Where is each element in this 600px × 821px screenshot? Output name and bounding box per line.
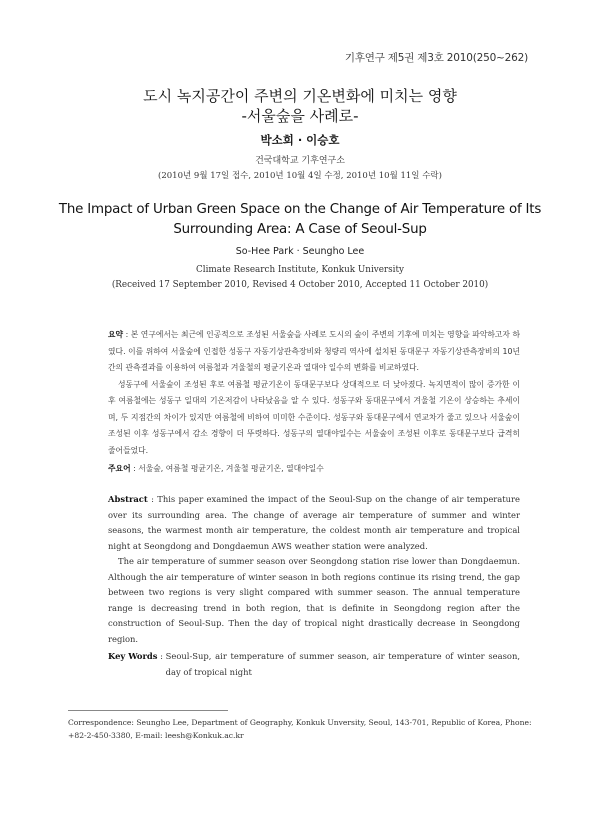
korean-keywords-text: 서울숲, 여름철 평균기온, 겨울철 평균기온, 열대야일수 (138, 464, 324, 473)
korean-abstract (108, 327, 520, 478)
english-abstract-para2: The air temperature of summer season over Seongdong station rise lower than Dongdaemun. Although the air temperature of winter season in both regions continue its rising trend, the gap between two regions is very slight compared with summer season. The annual temperature range is decreasing trend in both region, that is definite in Seongdong region after the construction of Seoul-Sup. Then the day of tropical night drastically decrease in Seongdong region. (108, 556, 520, 644)
korean-authors: 박소희 · 이승호 (260, 133, 340, 147)
correspondence-footnote: Correspondence: Seungho Lee, Department of Geography, Konkuk Unversity, Seoul, 143-701, Republic of Korea, Phone: +82-2-450-3380, E-mail: leesh@Konkuk.ac.kr (68, 718, 532, 740)
english-abstract-para1: Abstract : This paper examined the impact of the Seoul-Sup on the change of air temperature over its surrounding area. The change of average air temperature of summer and winter seasons, the warmest month air temperature, the coldest month air temperature and tropical night at Seongdong and Dongdaemun AWS weather station were analyzed. (108, 494, 520, 551)
korean-keywords-label: 주요어 (108, 464, 131, 473)
korean-title-line2: -서울숲을 사례로- (241, 107, 359, 125)
korean-abstract-para2: 성동구에 서울숲이 조성된 후로 여름철 평균기온이 동대문구보다 상대적으로 더 낮아졌다. 녹지면적이 많이 증가한 이후 여름철에는 성동구 일대의 기온저감이 나타났음을 알 수 있다. 성동구와 동대문구에서 겨울철 기온이 상승하는 추세이며, 두 지점간의 차이가 있지만 여름철에 비하여 미미한 수준이다. 성동구와 동대문구에서 연교차가 줄고 있으나 서울숲이 조성된 이후 성동구에서 감소 경향이 더 뚜렷하다. 성동구의 열대야일수는 서울숲이 조성된 이후로 동대문구보다 급격히 줄어들었다. (108, 379, 520, 455)
korean-abstract-para1: 요약 : 본 연구에서는 최근에 인공적으로 조성된 서울숲을 사례로 도시의 숲이 주변의 기후에 미치는 영향을 파악하고자 하였다. 이를 위하여 서울숲에 인접한 성동구 자동기상관측장비와 청량리 역사에 설치된 동대문구 자동기상관측장비의 10년간의 관측결과를 이용하여 여름철과 겨울철의 평균기온과 열대야 일수의 변화를 비교하였다. (108, 330, 520, 372)
korean-title-line1: 도시 녹지공간이 주변의 기온변화에 미치는 영향 (143, 87, 457, 105)
english-keywords: Key Words : Seoul-Sup, air temperature of summer season, air temperature of winter season, day of tropical night (108, 649, 520, 680)
english-keywords-text: Seoul-Sup, air temperature of summer season, air temperature of winter season, day of tropical night (165, 651, 520, 677)
korean-keywords: 주요어 : 서울숲, 여름철 평균기온, 겨울철 평균기온, 열대야일수 (108, 461, 520, 478)
korean-abstract-para1-text: 본 연구에서는 최근에 인공적으로 조성된 서울숲을 사례로 도시의 숲이 주변의 기후에 미치는 영향을 파악하고자 하였다. 이를 위하여 서울숲에 인접한 성동구 자동기상관측장비와 청량리 역사에 설치된 동대문구 자동기상관측장비의 10년간의 관측결과를 이용하여 여름철과 겨울철의 평균기온과 열대야 일수의 변화를 비교하였다. (108, 330, 520, 372)
english-title-line2: Surrounding Area: A Case of Seoul-Sup (173, 222, 427, 237)
english-title-line1: The Impact of Urban Green Space on the Change of Air Temperature of Its (58, 202, 542, 217)
korean-title (0, 86, 600, 126)
korean-abstract-label: 요약 (108, 330, 124, 339)
english-abstract-label: Abstract (108, 494, 148, 504)
english-received-dates: (Received 17 September 2010, Revised 4 October 2010, Accepted 11 October 2010) (111, 280, 489, 290)
korean-affiliation: 건국대학교 기후연구소 (255, 156, 345, 166)
english-abstract-para1-text: This paper examined the impact of the Seoul-Sup on the change of air temperature over its surrounding area. The change of average air temperature of summer and winter seasons, the warmest month air temperature, the coldest month air temperature and tropical night at Seongdong and Dongdaemun AWS weather station were analyzed. (108, 494, 520, 551)
korean-received-dates: (2010년 9월 17일 접수, 2010년 10월 4일 수정, 2010년 10월 11일 수락) (158, 171, 442, 181)
english-abstract (108, 492, 520, 680)
journal-citation: 기후연구 제5권 제3호 2010(250~262) (344, 52, 528, 64)
english-affiliation: Climate Research Institute, Konkuk University (196, 265, 404, 275)
english-title (0, 200, 600, 240)
footnote-divider (68, 710, 228, 711)
english-authors: So-Hee Park · Seungho Lee (235, 246, 365, 257)
english-keywords-label: Key Words (108, 651, 158, 661)
